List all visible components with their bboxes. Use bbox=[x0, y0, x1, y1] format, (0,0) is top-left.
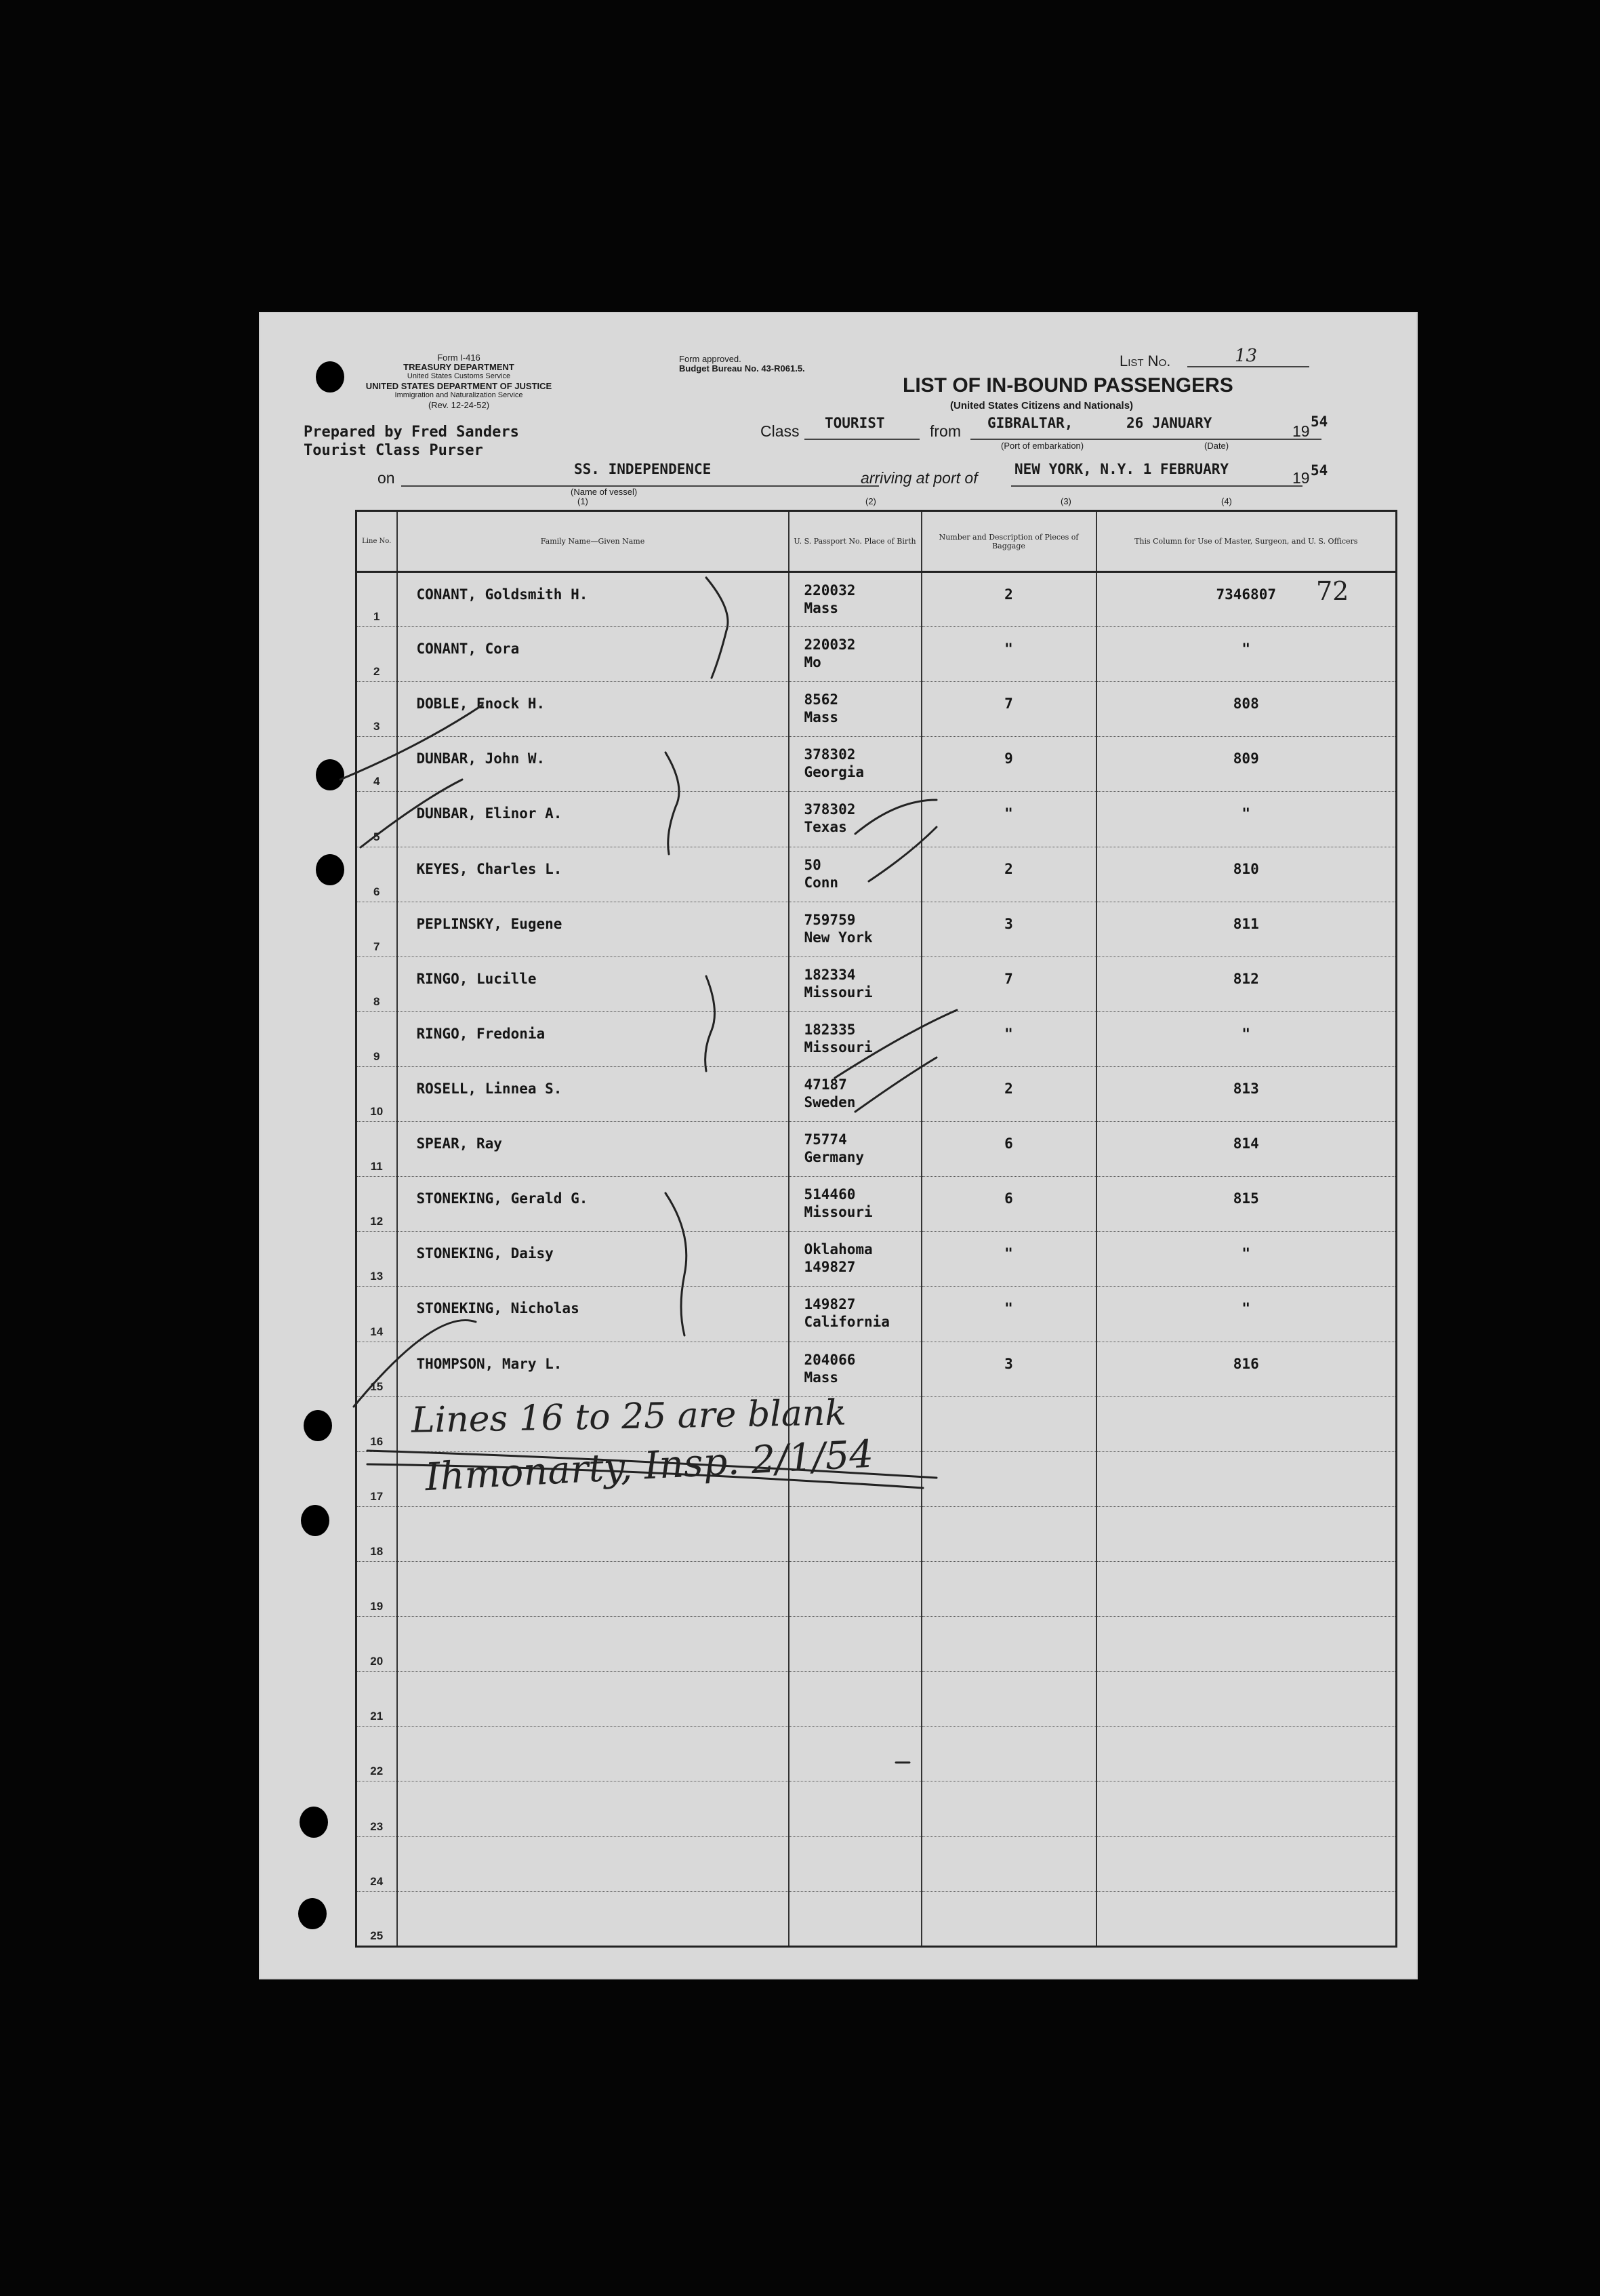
place-of-birth: Texas bbox=[804, 819, 847, 836]
officer-cell bbox=[1096, 1561, 1397, 1616]
passport-cell bbox=[789, 1506, 922, 1561]
passenger-name: STONEKING, Gerald G. bbox=[416, 1190, 588, 1207]
header-baggage: Number and Description of Pieces of Baggage bbox=[922, 511, 1096, 572]
officer-note: " bbox=[1242, 1300, 1251, 1317]
passport-cell bbox=[789, 792, 922, 847]
baggage-cell bbox=[922, 1177, 1096, 1232]
name-cell bbox=[397, 1506, 789, 1561]
class-label: Class bbox=[760, 422, 800, 440]
officer-cell bbox=[1096, 1506, 1397, 1561]
table-row bbox=[356, 956, 1397, 1011]
officer-note: 814 bbox=[1233, 1135, 1259, 1152]
from-label: from bbox=[930, 422, 961, 440]
line-number: 12 bbox=[370, 1215, 384, 1228]
officer-cell bbox=[1096, 1232, 1397, 1287]
line-no-cell bbox=[356, 1122, 397, 1177]
passenger-name: CONANT, Goldsmith H. bbox=[416, 586, 588, 603]
binder-hole bbox=[301, 1505, 329, 1536]
treasury-dept: TREASURY DEPARTMENT bbox=[403, 362, 514, 372]
passport-cell bbox=[789, 1836, 922, 1891]
baggage-cell bbox=[922, 1066, 1096, 1121]
officer-note: " bbox=[1242, 805, 1251, 822]
passport-number: 182335 bbox=[804, 1021, 856, 1038]
name-cell bbox=[397, 1781, 789, 1836]
passport-cell bbox=[789, 1781, 922, 1836]
passport-cell bbox=[789, 1727, 922, 1781]
baggage-count: 6 bbox=[1004, 1190, 1013, 1207]
on-label: on bbox=[377, 469, 395, 487]
line-no-cell bbox=[356, 737, 397, 792]
col-num-3: (3) bbox=[1061, 496, 1071, 506]
officer-cell bbox=[1096, 572, 1397, 627]
officer-cell bbox=[1096, 1396, 1397, 1451]
embark-port: GIBRALTAR, bbox=[987, 415, 1073, 431]
line-no-cell bbox=[356, 1506, 397, 1561]
place-of-birth: Missouri bbox=[804, 984, 873, 1001]
col-num-4: (4) bbox=[1221, 496, 1232, 506]
place-of-birth: 149827 bbox=[804, 1259, 856, 1276]
line-no-cell bbox=[356, 1836, 397, 1891]
passport-cell bbox=[789, 737, 922, 792]
table-row bbox=[356, 847, 1397, 902]
page-subtitle: (United States Citizens and Nationals) bbox=[950, 400, 1134, 411]
line-no-cell bbox=[356, 847, 397, 902]
year-suffix: 54 bbox=[1311, 414, 1328, 430]
passenger-name: ROSELL, Linnea S. bbox=[416, 1080, 562, 1097]
passport-cell bbox=[789, 1617, 922, 1672]
passport-cell bbox=[789, 1177, 922, 1232]
place-of-birth: Mo bbox=[804, 654, 821, 671]
line-number: 7 bbox=[373, 940, 380, 953]
officer-note: 810 bbox=[1233, 860, 1259, 877]
binder-hole bbox=[316, 759, 344, 790]
line-number: 1 bbox=[373, 610, 380, 624]
name-cell bbox=[397, 1011, 789, 1066]
header-line-no: Line No. bbox=[356, 511, 397, 572]
line-no-cell bbox=[356, 1177, 397, 1232]
place-of-birth: Mass bbox=[804, 709, 839, 726]
passenger-table bbox=[355, 510, 1397, 1948]
officer-cell bbox=[1096, 902, 1397, 956]
line-number: 2 bbox=[373, 665, 380, 679]
line-no-cell bbox=[356, 1232, 397, 1287]
manifest-page bbox=[259, 312, 1418, 1979]
passport-cell bbox=[789, 1011, 922, 1066]
baggage-count: 6 bbox=[1004, 1135, 1013, 1152]
line-no-cell bbox=[356, 792, 397, 847]
place-of-birth: Missouri bbox=[804, 1039, 873, 1055]
ins-service: Immigration and Naturalization Service bbox=[394, 391, 523, 399]
revision: (Rev. 12-24-52) bbox=[428, 400, 490, 410]
baggage-count: " bbox=[1004, 1025, 1013, 1042]
list-no-label: List No. bbox=[1120, 353, 1171, 369]
col-num-1: (1) bbox=[577, 496, 588, 506]
name-cell bbox=[397, 847, 789, 902]
baggage-count: 2 bbox=[1004, 1080, 1013, 1097]
baggage-cell bbox=[922, 1122, 1096, 1177]
line-no-cell bbox=[356, 1451, 397, 1506]
officer-note: " bbox=[1242, 1025, 1251, 1042]
officer-cell bbox=[1096, 682, 1397, 737]
binder-hole bbox=[304, 1410, 332, 1441]
table-row bbox=[356, 1506, 1397, 1561]
officer-cell bbox=[1096, 1727, 1397, 1781]
officer-cell bbox=[1096, 1451, 1397, 1506]
line-number: 15 bbox=[370, 1379, 384, 1393]
line-no-cell bbox=[356, 1561, 397, 1616]
prepared-by: Prepared by Fred Sanders bbox=[304, 424, 519, 441]
name-cell bbox=[397, 737, 789, 792]
baggage-count: 7 bbox=[1004, 970, 1013, 987]
table-row bbox=[356, 627, 1397, 682]
passport-number: 8562 bbox=[804, 691, 839, 708]
passport-number: 759759 bbox=[804, 911, 856, 928]
line-no-cell bbox=[356, 1727, 397, 1781]
baggage-count: " bbox=[1004, 805, 1013, 822]
place-of-birth: Missouri bbox=[804, 1204, 873, 1221]
table-row bbox=[356, 1177, 1397, 1232]
line-number: 24 bbox=[370, 1874, 384, 1888]
table-row bbox=[356, 1891, 1397, 1946]
table-row bbox=[356, 1836, 1397, 1891]
line-no-cell bbox=[356, 1287, 397, 1342]
officer-note: 816 bbox=[1233, 1355, 1259, 1372]
passenger-name: RINGO, Lucille bbox=[416, 970, 537, 987]
year2-suffix: 54 bbox=[1311, 462, 1328, 479]
year-prefix: 19 bbox=[1292, 422, 1310, 440]
name-cell bbox=[397, 1727, 789, 1781]
table-row bbox=[356, 1617, 1397, 1672]
baggage-count: 3 bbox=[1004, 915, 1013, 932]
baggage-cell bbox=[922, 1561, 1096, 1616]
place-of-birth: Sweden bbox=[804, 1093, 856, 1110]
arrival-port-date: NEW YORK, N.Y. 1 FEBRUARY bbox=[1014, 461, 1229, 477]
line-number: 3 bbox=[373, 720, 380, 733]
baggage-cell bbox=[922, 627, 1096, 682]
place-of-birth: Mass bbox=[804, 1369, 839, 1386]
place-of-birth: Conn bbox=[804, 874, 839, 891]
header-passport: U. S. Passport No. Place of Birth bbox=[789, 511, 922, 572]
table-row bbox=[356, 1342, 1397, 1396]
passport-cell bbox=[789, 1891, 922, 1946]
officer-cell bbox=[1096, 1122, 1397, 1177]
passenger-name: STONEKING, Daisy bbox=[416, 1245, 554, 1262]
baggage-cell bbox=[922, 902, 1096, 956]
table-row bbox=[356, 737, 1397, 792]
baggage-cell bbox=[922, 737, 1096, 792]
officer-cell bbox=[1096, 627, 1397, 682]
baggage-count: 3 bbox=[1004, 1355, 1013, 1372]
table-row bbox=[356, 1727, 1397, 1781]
table-row bbox=[356, 1011, 1397, 1066]
budget-bureau: Budget Bureau No. 43-R061.5. bbox=[679, 363, 805, 374]
baggage-cell bbox=[922, 1506, 1096, 1561]
line-no-cell bbox=[356, 1781, 397, 1836]
officer-note: 7346807 bbox=[1216, 586, 1276, 603]
passport-cell bbox=[789, 1232, 922, 1287]
line-number: 22 bbox=[370, 1765, 384, 1778]
officer-note: 815 bbox=[1233, 1190, 1259, 1207]
line-no-cell bbox=[356, 1396, 397, 1451]
passport-number: 378302 bbox=[804, 801, 856, 818]
passport-number: 75774 bbox=[804, 1131, 847, 1148]
header-name: Family Name—Given Name bbox=[397, 511, 789, 572]
baggage-count: 2 bbox=[1004, 586, 1013, 603]
officer-cell bbox=[1096, 1342, 1397, 1396]
table-row bbox=[356, 1232, 1397, 1287]
line-number: 23 bbox=[370, 1819, 384, 1833]
col-num-2: (2) bbox=[865, 496, 876, 506]
passenger-name: DUNBAR, John W. bbox=[416, 750, 546, 767]
embark-date: 26 JANUARY bbox=[1126, 415, 1212, 431]
passport-cell bbox=[789, 1122, 922, 1177]
line-number: 14 bbox=[370, 1325, 384, 1338]
passport-cell bbox=[789, 956, 922, 1011]
line-number: 5 bbox=[373, 830, 380, 843]
line-no-cell bbox=[356, 1891, 397, 1946]
passport-number: 514460 bbox=[804, 1186, 856, 1203]
officer-cell bbox=[1096, 956, 1397, 1011]
binder-hole bbox=[316, 854, 344, 885]
officer-cell bbox=[1096, 792, 1397, 847]
baggage-count: " bbox=[1004, 1300, 1013, 1317]
form-approved: Form approved. bbox=[679, 354, 741, 364]
arriving-label: arriving at port of bbox=[861, 469, 978, 487]
passport-number: 220032 bbox=[804, 582, 856, 599]
baggage-count: " bbox=[1004, 1245, 1013, 1262]
name-cell bbox=[397, 792, 789, 847]
name-cell bbox=[397, 1177, 789, 1232]
table-row bbox=[356, 682, 1397, 737]
line-number: 19 bbox=[370, 1600, 384, 1613]
baggage-cell bbox=[922, 682, 1096, 737]
passport-cell bbox=[789, 1561, 922, 1616]
line-number: 20 bbox=[370, 1655, 384, 1668]
passport-cell bbox=[789, 902, 922, 956]
baggage-cell bbox=[922, 1891, 1096, 1946]
officer-cell bbox=[1096, 1781, 1397, 1836]
embark-caption: (Port of embarkation) bbox=[1001, 441, 1084, 451]
passport-cell bbox=[789, 1672, 922, 1727]
passenger-name: DOBLE, Enock H. bbox=[416, 696, 546, 712]
officer-note: 812 bbox=[1233, 970, 1259, 987]
table-row bbox=[356, 1561, 1397, 1616]
binder-hole bbox=[300, 1807, 328, 1838]
baggage-count: 7 bbox=[1004, 696, 1013, 712]
passenger-name: CONANT, Cora bbox=[416, 641, 520, 658]
officer-cell bbox=[1096, 1011, 1397, 1066]
name-cell bbox=[397, 1836, 789, 1891]
line-no-cell bbox=[356, 627, 397, 682]
name-cell bbox=[397, 1122, 789, 1177]
passport-cell bbox=[789, 1342, 922, 1396]
officer-cell bbox=[1096, 1891, 1397, 1946]
class-value: TOURIST bbox=[825, 415, 885, 431]
baggage-cell bbox=[922, 1451, 1096, 1506]
officer-cell bbox=[1096, 1287, 1397, 1342]
baggage-cell bbox=[922, 1396, 1096, 1451]
baggage-cell bbox=[922, 1672, 1096, 1727]
baggage-cell bbox=[922, 1287, 1096, 1342]
name-cell bbox=[397, 627, 789, 682]
line-no-cell bbox=[356, 682, 397, 737]
line-number: 11 bbox=[370, 1160, 383, 1173]
passport-cell bbox=[789, 627, 922, 682]
officer-cell bbox=[1096, 1066, 1397, 1121]
name-cell bbox=[397, 1342, 789, 1396]
officer-cell bbox=[1096, 847, 1397, 902]
passport-number: 182334 bbox=[804, 966, 856, 983]
baggage-cell bbox=[922, 1011, 1096, 1066]
blank-lines-note: Lines 16 to 25 are blank bbox=[411, 1392, 847, 1441]
vessel-name: SS. INDEPENDENCE bbox=[574, 461, 712, 477]
line-number: 4 bbox=[373, 775, 380, 788]
line-no-cell bbox=[356, 1617, 397, 1672]
list-no-value: 13 bbox=[1235, 346, 1258, 366]
passport-cell bbox=[789, 1066, 922, 1121]
passenger-name: PEPLINSKY, Eugene bbox=[416, 915, 562, 932]
name-cell bbox=[397, 956, 789, 1011]
line-no-cell bbox=[356, 1342, 397, 1396]
name-cell bbox=[397, 682, 789, 737]
officer-cell bbox=[1096, 1836, 1397, 1891]
line-number: 10 bbox=[370, 1105, 384, 1119]
line-number: 16 bbox=[370, 1434, 384, 1448]
baggage-cell bbox=[922, 572, 1096, 627]
officer-note: 808 bbox=[1233, 696, 1259, 712]
officer-note: 809 bbox=[1233, 750, 1259, 767]
name-cell bbox=[397, 1561, 789, 1616]
baggage-count: 9 bbox=[1004, 750, 1013, 767]
line-number: 17 bbox=[370, 1489, 384, 1503]
passport-cell bbox=[789, 572, 922, 627]
inspector-signature: Ihmonarty, Insp. 2/1/54 bbox=[424, 1432, 875, 1500]
line-number: 8 bbox=[373, 994, 380, 1008]
place-of-birth: Mass bbox=[804, 600, 839, 616]
form-number: Form I-416 bbox=[437, 353, 480, 363]
line-number: 18 bbox=[370, 1544, 384, 1558]
margin-number: 72 bbox=[1316, 576, 1349, 606]
vessel-caption: (Name of vessel) bbox=[571, 487, 638, 497]
baggage-cell bbox=[922, 1836, 1096, 1891]
officer-cell bbox=[1096, 1672, 1397, 1727]
line-no-cell bbox=[356, 956, 397, 1011]
passenger-name: SPEAR, Ray bbox=[416, 1135, 502, 1152]
line-no-cell bbox=[356, 902, 397, 956]
page-title: LIST OF IN-BOUND PASSENGERS bbox=[903, 374, 1233, 397]
place-of-birth: New York bbox=[804, 929, 873, 946]
name-cell bbox=[397, 572, 789, 627]
baggage-cell bbox=[922, 1342, 1096, 1396]
baggage-count: 2 bbox=[1004, 860, 1013, 877]
officer-cell bbox=[1096, 1177, 1397, 1232]
name-cell bbox=[397, 1232, 789, 1287]
line-no-cell bbox=[356, 572, 397, 627]
name-cell bbox=[397, 1672, 789, 1727]
line-number: 21 bbox=[370, 1710, 384, 1723]
passport-number: 220032 bbox=[804, 637, 856, 653]
place-of-birth: Germany bbox=[804, 1149, 865, 1166]
baggage-cell bbox=[922, 847, 1096, 902]
officer-note: 811 bbox=[1233, 915, 1259, 932]
passport-cell bbox=[789, 682, 922, 737]
line-number: 6 bbox=[373, 885, 380, 898]
passport-number: 47187 bbox=[804, 1076, 847, 1093]
year2-prefix: 19 bbox=[1292, 469, 1310, 487]
officer-cell bbox=[1096, 737, 1397, 792]
passport-number: 149827 bbox=[804, 1296, 856, 1313]
name-cell bbox=[397, 1287, 789, 1342]
table-row bbox=[356, 1672, 1397, 1727]
baggage-cell bbox=[922, 956, 1096, 1011]
date-caption: (Date) bbox=[1204, 441, 1229, 451]
baggage-count: " bbox=[1004, 641, 1013, 658]
baggage-cell bbox=[922, 1727, 1096, 1781]
passenger-name: THOMPSON, Mary L. bbox=[416, 1355, 562, 1372]
baggage-cell bbox=[922, 1232, 1096, 1287]
line-number: 25 bbox=[370, 1929, 384, 1942]
baggage-cell bbox=[922, 1617, 1096, 1672]
binder-hole bbox=[298, 1898, 327, 1929]
header-officers: This Column for Use of Master, Surgeon, and U. S. Officers bbox=[1096, 511, 1397, 572]
passport-number: 378302 bbox=[804, 746, 856, 763]
line-number: 9 bbox=[373, 1049, 380, 1063]
table-row bbox=[356, 572, 1397, 627]
officer-cell bbox=[1096, 1617, 1397, 1672]
passport-number: 50 bbox=[804, 856, 821, 873]
passenger-name: RINGO, Fredonia bbox=[416, 1025, 546, 1042]
officer-note: " bbox=[1242, 641, 1251, 658]
officer-note: " bbox=[1242, 1245, 1251, 1262]
customs-service: United States Customs Service bbox=[407, 372, 511, 380]
line-no-cell bbox=[356, 1066, 397, 1121]
passport-cell bbox=[789, 1287, 922, 1342]
line-number: 13 bbox=[370, 1270, 384, 1283]
passenger-name: STONEKING, Nicholas bbox=[416, 1300, 579, 1317]
justice-dept: UNITED STATES DEPARTMENT OF JUSTICE bbox=[365, 381, 552, 391]
baggage-cell bbox=[922, 792, 1096, 847]
passenger-name: DUNBAR, Elinor A. bbox=[416, 805, 562, 822]
name-cell bbox=[397, 1066, 789, 1121]
name-cell bbox=[397, 1891, 789, 1946]
baggage-cell bbox=[922, 1781, 1096, 1836]
passport-number: 204066 bbox=[804, 1351, 856, 1368]
table-row bbox=[356, 1287, 1397, 1342]
name-cell bbox=[397, 902, 789, 956]
line-no-cell bbox=[356, 1011, 397, 1066]
officer-note: 813 bbox=[1233, 1080, 1259, 1097]
table-row bbox=[356, 902, 1397, 956]
place-of-birth: California bbox=[804, 1314, 890, 1331]
name-cell bbox=[397, 1617, 789, 1672]
table-row bbox=[356, 792, 1397, 847]
prepared-title: Tourist Class Purser bbox=[304, 442, 483, 459]
line-no-cell bbox=[356, 1672, 397, 1727]
passenger-name: KEYES, Charles L. bbox=[416, 860, 562, 877]
table-row bbox=[356, 1122, 1397, 1177]
passport-cell bbox=[789, 847, 922, 902]
passport-number: Oklahoma bbox=[804, 1241, 873, 1258]
table-row bbox=[356, 1066, 1397, 1121]
place-of-birth: Georgia bbox=[804, 764, 865, 781]
table-row bbox=[356, 1781, 1397, 1836]
